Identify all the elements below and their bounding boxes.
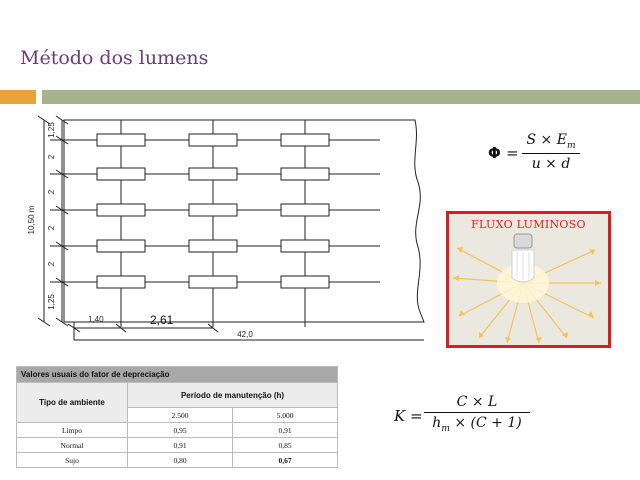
- period-5000: 5.000: [233, 408, 338, 423]
- accent-bar-orange: [0, 90, 36, 104]
- table-row: Normal 0,91 0,85: [17, 438, 338, 453]
- dim-total-height: 10,50 m: [27, 205, 36, 235]
- dim-h-first: 1,40: [88, 315, 104, 324]
- room-outline: [64, 120, 424, 322]
- formula-k-lhs: K: [394, 407, 406, 425]
- formula-k-numerator: C × L: [456, 394, 498, 410]
- light-bulb-icon: [449, 228, 608, 346]
- depreciation-table: [16, 366, 338, 474]
- col-header-period: Período de manutenção (h): [128, 383, 338, 408]
- slide-title: Método dos lumens: [20, 47, 209, 69]
- flux-box-label: FLUXO LUMINOSO: [471, 218, 586, 231]
- floor-plan-diagram: [20, 112, 430, 342]
- col-header-type: Tipo de ambiente: [17, 383, 128, 423]
- formula-flux-denominator: u × d: [531, 155, 571, 172]
- period-2500: 2.500: [128, 408, 233, 423]
- formula-flux: Φ = $S \times E_m$ u × d: [482, 132, 592, 172]
- formula-flux-lhs: Φ: [488, 144, 501, 162]
- dim-v-4: 2: [47, 261, 56, 267]
- dim-v-3: 2: [47, 225, 56, 231]
- formula-flux-numerator: S × E: [526, 132, 567, 148]
- dim-h-spacing: 2,61: [150, 313, 174, 327]
- formula-k: K = C × L $h_m \times (C + 1)$: [392, 392, 532, 442]
- table-caption: Valores usuais do fator de depreciação: [17, 367, 338, 383]
- table-row: Sujo 0,80 0,67: [17, 453, 338, 468]
- dim-v-0: 1,25: [47, 122, 56, 138]
- dim-v-1: 2: [47, 154, 56, 160]
- dim-v-2: 2: [47, 189, 56, 195]
- accent-bar-green: [42, 90, 640, 104]
- table-row: Limpo 0,95 0,91: [17, 423, 338, 438]
- flux-luminoso-box: [446, 211, 611, 348]
- dim-total-length: 42,0: [237, 330, 253, 339]
- formula-k-denominator: × (C + 1): [454, 415, 522, 431]
- dim-v-5: 1,25: [47, 294, 56, 310]
